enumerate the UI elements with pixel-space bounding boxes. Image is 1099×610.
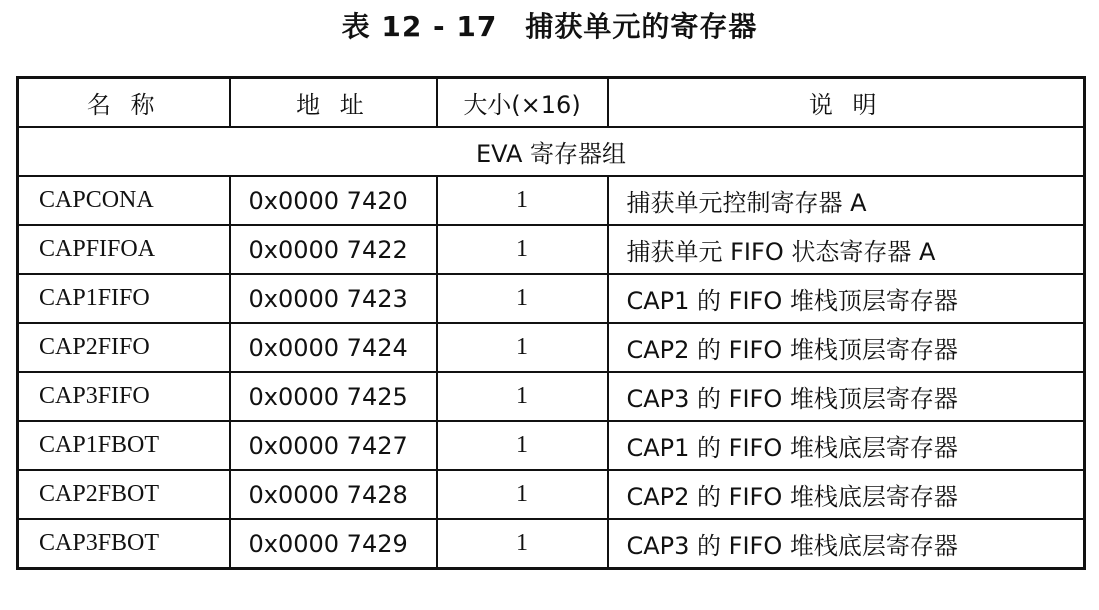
register-address: 0x0000 7425 [230,372,437,421]
group-row [18,127,1085,176]
register-address: 0x0000 7420 [230,176,437,225]
register-description: CAP1 的 FIFO 堆栈顶层寄存器 [608,274,1085,323]
register-name: CAP2FBOT [18,470,230,519]
register-description: 捕获单元控制寄存器 A [608,176,1085,225]
table-row [18,323,1085,372]
register-name: CAPCONA [18,176,230,225]
register-size: 1 [437,225,608,274]
header-row [18,78,1085,128]
register-size: 1 [437,421,608,470]
register-description: CAP2 的 FIFO 堆栈顶层寄存器 [608,323,1085,372]
register-address: 0x0000 7423 [230,274,437,323]
group-label: EVA 寄存器组 [18,127,1085,176]
register-size: 1 [437,323,608,372]
register-description: CAP3 的 FIFO 堆栈顶层寄存器 [608,372,1085,421]
register-address: 0x0000 7429 [230,519,437,569]
register-address: 0x0000 7427 [230,421,437,470]
register-name: CAP2FIFO [18,323,230,372]
register-description: CAP3 的 FIFO 堆栈底层寄存器 [608,519,1085,569]
register-description: 捕获单元 FIFO 状态寄存器 A [608,225,1085,274]
register-name: CAPFIFOA [18,225,230,274]
register-size: 1 [437,176,608,225]
header-name: 名 称 [18,78,230,128]
header-address: 地 址 [230,78,437,128]
table-row [18,176,1085,225]
table-caption [0,4,1099,50]
table-row [18,225,1085,274]
table-title: 捕获单元的寄存器 [525,10,758,43]
register-size: 1 [437,274,608,323]
table-row [18,519,1085,569]
table-number: 表 12 - 17 [341,10,498,43]
register-description: CAP1 的 FIFO 堆栈底层寄存器 [608,421,1085,470]
table-row [18,470,1085,519]
register-name: CAP1FIFO [18,274,230,323]
register-name: CAP3FBOT [18,519,230,569]
register-name: CAP1FBOT [18,421,230,470]
register-name: CAP3FIFO [18,372,230,421]
table-row [18,274,1085,323]
register-table [16,76,1086,570]
table-body [18,127,1085,569]
register-size: 1 [437,519,608,569]
register-size: 1 [437,470,608,519]
register-address: 0x0000 7424 [230,323,437,372]
table-row [18,372,1085,421]
header-description: 说 明 [608,78,1085,128]
header-size: 大小(×16) [437,78,608,128]
table-row [18,421,1085,470]
register-address: 0x0000 7428 [230,470,437,519]
register-address: 0x0000 7422 [230,225,437,274]
register-description: CAP2 的 FIFO 堆栈底层寄存器 [608,470,1085,519]
register-size: 1 [437,372,608,421]
